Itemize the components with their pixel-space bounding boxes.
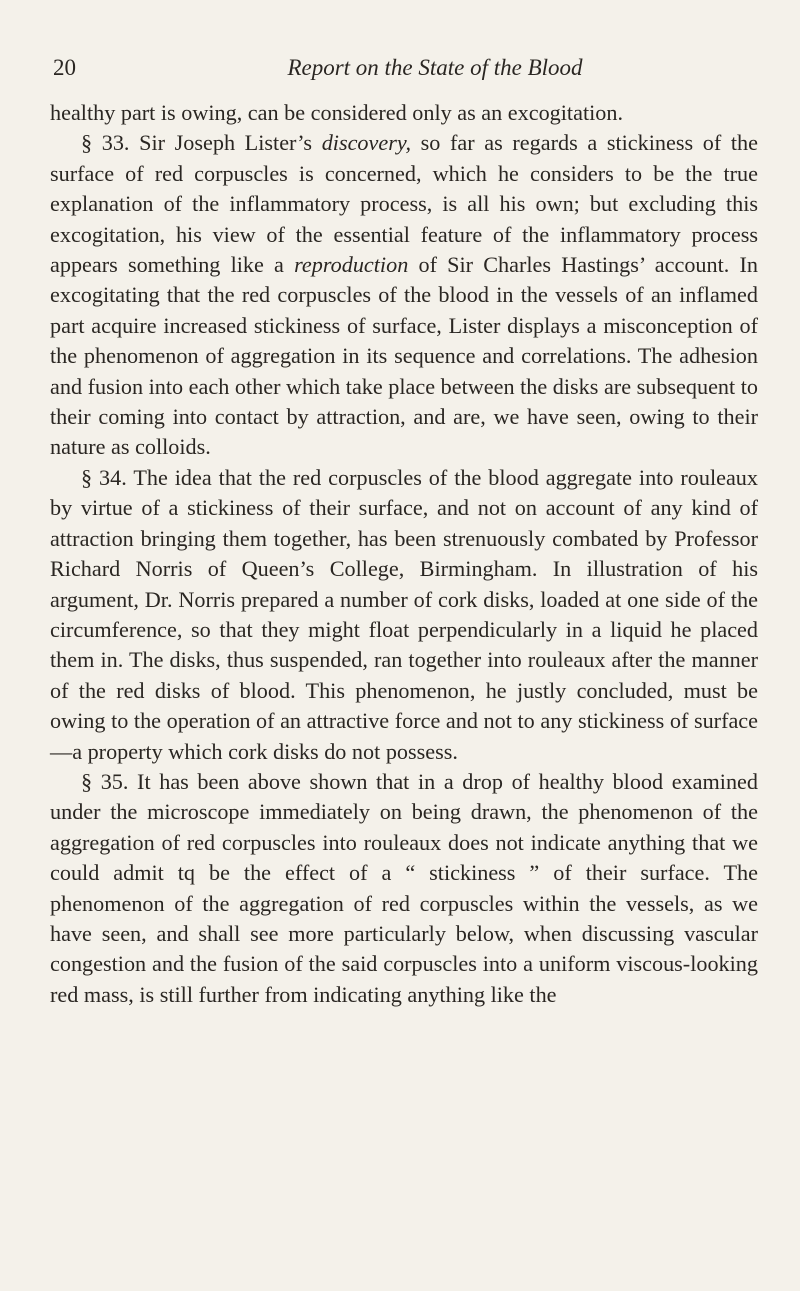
page-header (0, 55, 800, 91)
section-33-text-1: § 33. Sir Joseph Lister’s (81, 130, 322, 156)
section-33-emphasis-discovery: discovery, (321, 130, 412, 156)
section-33-text-3: of Sir Charles Hastings’ account. In excogitating that the red corpuscles of the blood in the vessels of an inflamed part acquire increased stickiness of surface, Lister displays a misconception of the phenomenon of aggregation in its sequence and correlations. The adhesion and fusion into each other which take place between the disks are subsequent to their coming into contact by attraction, and are, we have seen, owing to their nature as colloids. (50, 252, 758, 460)
running-title: Report on the State of the Blood (287, 55, 583, 80)
paragraph-section-33 (50, 128, 758, 462)
page-body (50, 98, 758, 1010)
paragraph-section-34: § 34. The idea that the red corpuscles of the blood aggregate into rouleaux by virtue of a stickiness of their surface, and not on account of any kind of attraction bringing them together, has been strenuously combated by Professor Richard Norris of Queen’s College, Birmingham. In illustration of his argument, Dr. Norris prepared a number of cork disks, loaded at one side of the circumference, so that they might float perpendicularly in a liquid he placed them in. The disks, thus suspended, ran together into rouleaux after the manner of the red disks of blood. This phenomenon, he justly concluded, must be owing to the operation of an attractive force and not to any stickiness of surface—a property which cork disks do not possess. (50, 464, 758, 764)
paragraph-section-35: § 35. It has been above shown that in a drop of healthy blood examined under the microscope immediately on being drawn, the phenomenon of the aggregation of red corpuscles into rouleaux does not indicate anything that we could admit tq be the effect of a “ stickiness ” of their surface. The phenomenon of the aggregation of red corpuscles within the vessels, as we have seen, and shall see more particularly below, when discussing vascular congestion and the fusion of the said corpuscles into a uniform viscous-looking red mass, is still further from indicating anything like the (50, 768, 758, 1007)
section-33-emphasis-reproduction: reproduction (294, 252, 409, 278)
paragraph-continued: healthy part is owing, can be considered only as an excogitation. (50, 100, 624, 125)
section-33-text-2: so far as regards a stickiness of the surface of red corpuscles is concerned, which he considers to be the true explanation of the inflammatory process, is all his own; but excluding this excogitation, his view of the essential feature of the inflammatory process appears something like a (50, 130, 758, 278)
page-number: 20 (53, 55, 76, 80)
